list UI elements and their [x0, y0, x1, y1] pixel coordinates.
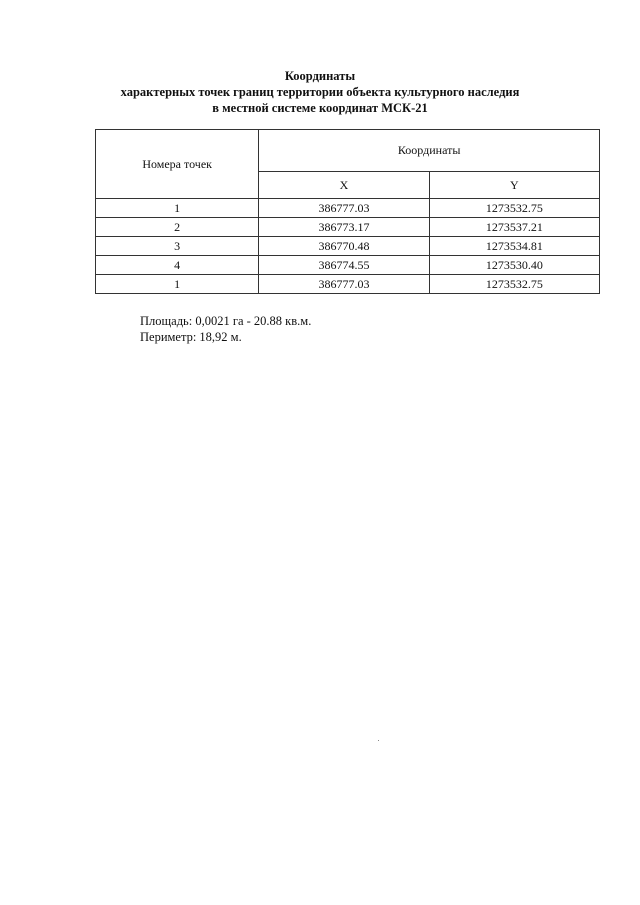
header-y: Y — [429, 171, 599, 198]
point-number: 1 — [96, 199, 259, 218]
coord-y: 1273537.21 — [429, 218, 599, 237]
header-coordinates: Координаты — [259, 130, 600, 172]
coordinates-table — [95, 129, 600, 294]
title-line-3: в местной системе координат МСК-21 — [212, 101, 428, 115]
title-line-2: характерных точек границ территории объекта культурного наследия — [120, 85, 520, 99]
coord-x: 386773.17 — [259, 218, 429, 237]
title-line-1: Координаты — [284, 69, 356, 83]
coord-x: 386770.48 — [259, 237, 429, 256]
coord-y: 1273532.75 — [429, 199, 599, 218]
coord-x: 386774.55 — [259, 256, 429, 275]
table-row — [96, 199, 600, 218]
coord-x: 386777.03 — [259, 275, 429, 294]
document-title — [0, 68, 640, 116]
summary-block — [140, 313, 311, 345]
point-number: 2 — [96, 218, 259, 237]
coord-y: 1273534.81 — [429, 237, 599, 256]
coord-y: 1273532.75 — [429, 275, 599, 294]
point-number: 4 — [96, 256, 259, 275]
area-text: Площадь: 0,0021 га - 20.88 кв.м. — [140, 314, 312, 328]
coord-y: 1273530.40 — [429, 256, 599, 275]
table-row — [96, 237, 600, 256]
scan-speck — [378, 740, 379, 741]
point-number: 3 — [96, 237, 259, 256]
header-point-numbers: Номера точек — [96, 130, 259, 199]
table-row — [96, 275, 600, 294]
header-x: X — [259, 171, 429, 198]
table-row — [96, 218, 600, 237]
point-number: 1 — [96, 275, 259, 294]
perimeter-text: Периметр: 18,92 м. — [140, 330, 242, 344]
table-row — [96, 256, 600, 275]
coord-x: 386777.03 — [259, 199, 429, 218]
